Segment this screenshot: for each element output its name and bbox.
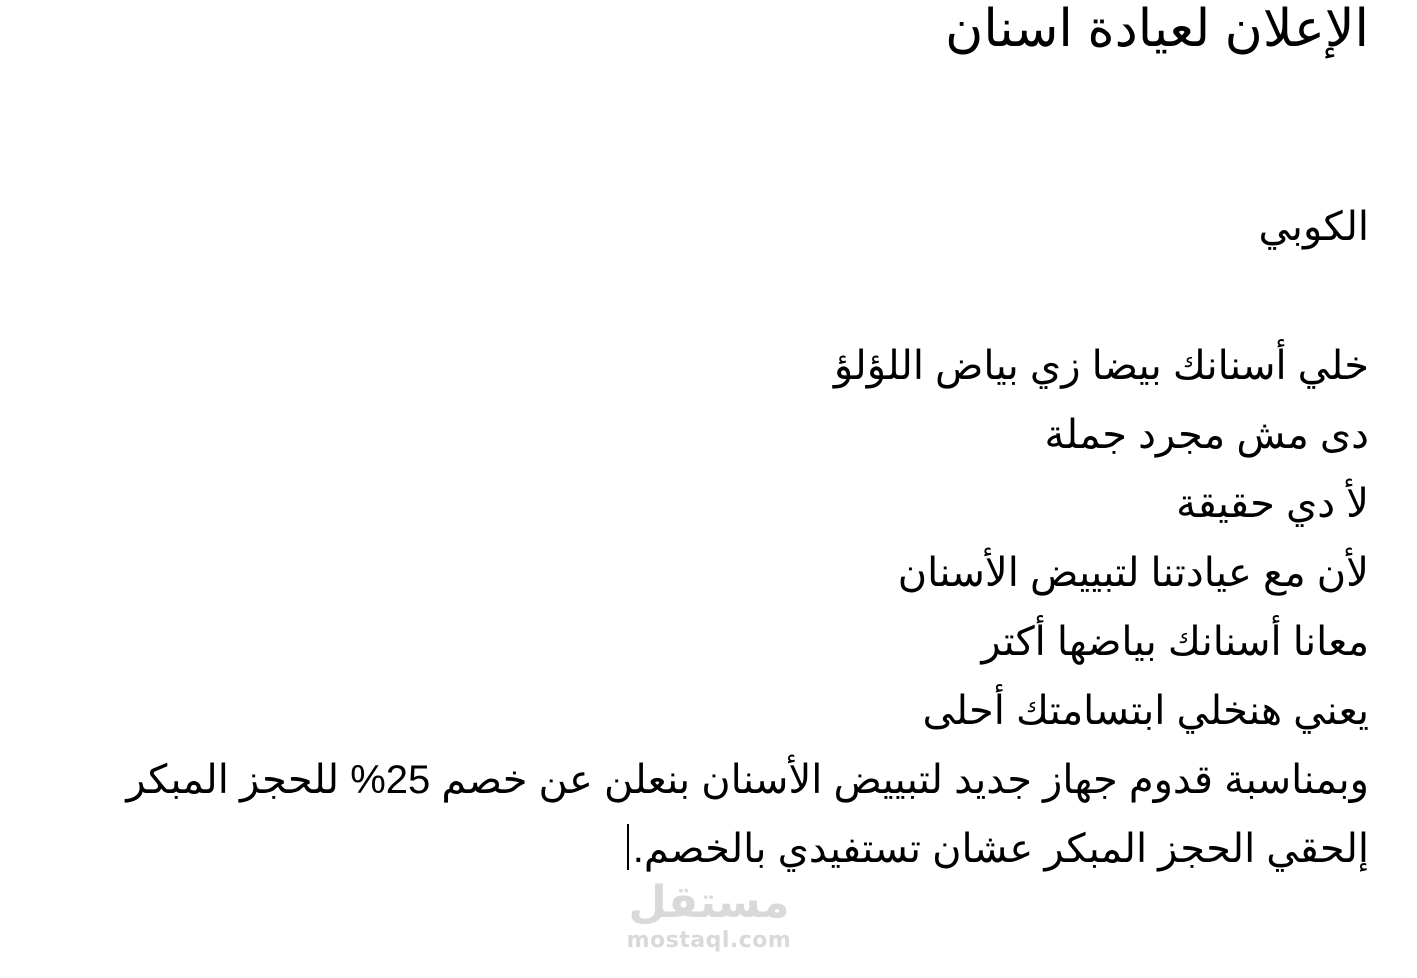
ad-copy-lines[interactable] bbox=[39, 332, 1369, 884]
ad-line-text: لأن مع عيادتنا لتبييض الأسنان bbox=[897, 551, 1369, 595]
ad-line[interactable] bbox=[39, 539, 1369, 608]
ad-line[interactable] bbox=[39, 332, 1369, 401]
mostaql-watermark bbox=[614, 878, 804, 954]
ad-line[interactable] bbox=[39, 677, 1369, 746]
ad-line-text: دى مش مجرد جملة bbox=[1044, 413, 1369, 457]
ad-line[interactable] bbox=[39, 815, 1369, 884]
ad-line-text: خلي أسنانك بيضا زي بياض اللؤلؤ bbox=[833, 344, 1369, 388]
watermark-latin: mostaql.com bbox=[626, 928, 792, 953]
document-subtitle: الكوبي bbox=[1258, 205, 1369, 249]
ad-line[interactable] bbox=[39, 746, 1369, 815]
watermark-arabic: مستقل bbox=[628, 877, 790, 928]
ad-line-text: يعني هنخلي ابتسامتك أحلى bbox=[922, 689, 1369, 733]
ad-line[interactable] bbox=[39, 470, 1369, 539]
ad-line[interactable] bbox=[39, 401, 1369, 470]
document-title: الإعلان لعيادة اسنان bbox=[945, 0, 1369, 58]
ad-line-text: معانا أسنانك بياضها أكتر bbox=[981, 620, 1369, 664]
ad-line[interactable] bbox=[39, 608, 1369, 677]
ad-line-text: لأ دي حقيقة bbox=[1176, 482, 1369, 526]
ad-line-text: وبمناسبة قدوم جهاز جديد لتبييض الأسنان بنعلن عن خصم 25% للحجز المبكر bbox=[126, 758, 1369, 802]
ad-line-text: إلحقي الحجز المبكر عشان تستفيدي بالخصم. bbox=[632, 827, 1369, 871]
text-cursor bbox=[627, 824, 629, 870]
